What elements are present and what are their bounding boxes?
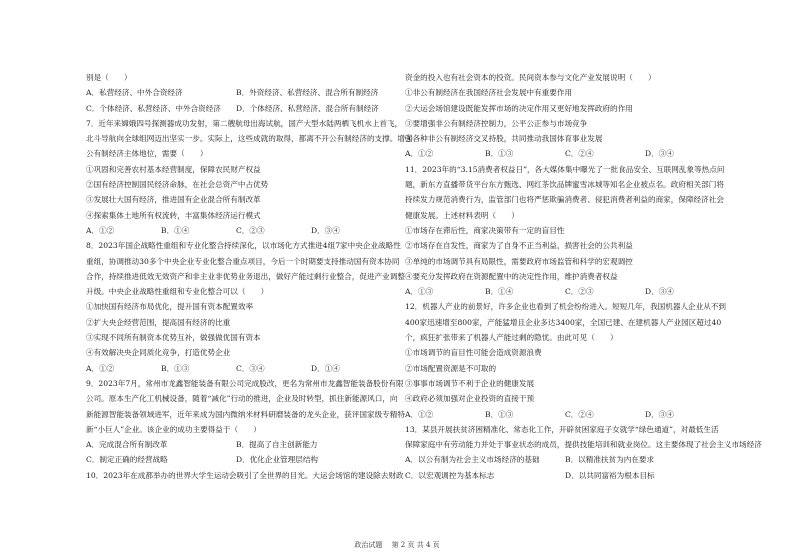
q10-option-a: A．①②: [405, 149, 434, 159]
q11-item: ②市场存在自发性，商家为了自身不正当利益，损害社会的公共利益: [405, 241, 633, 251]
q7-line: 北斗导航向全球组网迈出坚实一步。实际上，这些成就的取得，都离不开公有制经济的支撑。增强: [86, 134, 413, 144]
right-column: [405, 70, 762, 483]
q12-options: [405, 407, 725, 422]
q9-line: 公司。原本生产化工机械设备，随着“减化”行动的推进，企业及时转型，抓住新能源风口，向: [86, 394, 398, 404]
q7-option-b: B．①④: [161, 225, 190, 235]
q12-option-d: D．③④: [645, 409, 674, 419]
q11-item: ③单纯的市场调节具有局限性，需要政府市场监管和科学的宏观调控: [405, 256, 633, 266]
q12-option-b: B．①③: [485, 409, 514, 419]
q6-option-d: D．个体经济、私营经济、混合所有制经济: [236, 103, 379, 113]
q7-line: 公有制经济主体地位，需要（ ）: [86, 149, 208, 159]
q12-line: 12．机器人产业的前景好，许多企业也看到了机会纷纷进入。短短几年，我国机器人企业从不到: [405, 302, 727, 312]
q9-line: 新能源智能装备领域进军，近年来成为国内微纳米材料研磨装备的龙头企业，获评国家级专精特: [86, 409, 405, 419]
q9-option-d: D．优化企业管理层结构: [236, 455, 319, 465]
q9-options-row1: [86, 437, 386, 452]
q8-item: ②扩大央企经营范围，提高国有经济的比重: [86, 317, 231, 327]
q8-options: [86, 361, 386, 376]
q12-line: 400家迅速增至800家，产能猛增且企业多达3400家，全国已建、在建机器人产业园区超过40: [405, 317, 722, 327]
q8-line: 重组，协调推动30多个中央企业专业化整合重点项目，今后一个时期要支持推动国有资本协同: [86, 256, 400, 266]
q6-options-row2: [86, 101, 386, 116]
q11-option-d: D．③④: [645, 287, 674, 297]
q7-item: ①巩固和完善农村基本经营制度，保障农民财产权益: [86, 164, 261, 174]
q8-option-a: A．①②: [86, 363, 115, 373]
q12-item: ③事事市场调节不利于企业的健康发展: [405, 378, 535, 388]
q13-line: 保障家庭中有劳动能力并处于事业状态的成员，提供技能培训和就业岗位。这主要体现了社会主义市场经济: [405, 440, 762, 450]
q6-option-a: A．私营经济、中外合资经济: [86, 88, 183, 98]
q6-tail: 别是（ ）: [86, 73, 132, 82]
q8-option-b: B．①③: [161, 363, 190, 373]
q11-item: ①市场存在滞后性，商家决策带有一定的盲目性: [405, 225, 565, 235]
q7-option-d: D．③④: [311, 225, 340, 235]
q8-line: 合作，持续推进低效无效资产和非主业非优势业务退出，做好产能过剩行业整合，促进产业调整: [86, 271, 405, 281]
q8-line: 升级。中央企业战略性重组和专业化整合可以（ ）: [86, 287, 269, 297]
left-column: [86, 70, 413, 483]
q9-options-row2: [86, 452, 386, 467]
q7-options: [86, 223, 386, 238]
q9-line: 新“小巨人”企业。该企业的成功主要得益于（ ）: [86, 424, 261, 434]
q11-option-c: C．②③: [565, 287, 594, 297]
q7-option-a: A．①②: [86, 225, 115, 235]
q10-first-line: 10．2023年在成都举办的世界大学生运动会吸引了全世界的目光。大运会场馆的建设除去财政: [86, 470, 404, 480]
q11-line: 持续发力规范消费行为，监管部门也将严惩欺骗消费者、侵犯消费者利益的商家，保障经济社会: [405, 195, 724, 205]
q8-line: 8．2023年国企战略性重组和专业化整合持续深化，以市场化方式推进4组7家中央企业战略性: [86, 241, 401, 251]
q6-options-row1: [86, 85, 386, 100]
q11-line: 题，新东方直播带货平台东方甄选、网红茶饮品牌蜜雪冰城等知名企业被点名。政府相关部门将: [405, 180, 724, 190]
q8-item: ①加快国有经济布局优化，提升国有资本配置效率: [86, 302, 254, 312]
q8-item: ③实现不同所有制资本优势互补，做强做优国有资本: [86, 333, 261, 343]
q12-line: 个，疯狂扩张带来了机器人产能过剩的隐忧。由此可见（ ）: [405, 333, 618, 343]
q7-item: ③发展壮大国有经济，推进国有企业混合所有制改革: [86, 195, 261, 205]
q13-option-d: D．以共同富裕为根本目标: [565, 470, 655, 480]
q11-options: [405, 284, 725, 299]
q9-line: 9．2023年7月，常州市龙鑫智能装备有限公司完成股改，更名为常州市龙鑫智能装备股份有限: [86, 378, 404, 388]
q10-option-c: C．②④: [565, 149, 594, 159]
q8-item: ④有效解决央企同质化竞争，打造优势企业: [86, 348, 231, 358]
q12-option-c: C．②④: [565, 409, 594, 419]
q9-option-a: A．完成混合所有制改革: [86, 440, 168, 450]
q13-option-b: B．以精准扶贫为内在要求: [565, 455, 655, 465]
q9-option-b: B．提高了自主创新能力: [236, 440, 318, 450]
q7-line: 7．近年来嫦娥四号探测器成功发射，第二艘航母出海试航，国产大型水陆两栖飞机水上首飞，: [86, 118, 403, 128]
q10-item: ①非公有制经济在我国经济社会发展中有重要作用: [405, 88, 573, 98]
q7-item: ④探索集体土地所有权流转，丰富集体经济运行模式: [86, 210, 261, 220]
q6-option-b: B．外资经济、私营经济、混合所有制经济: [236, 88, 379, 98]
q12-option-a: A．①②: [405, 409, 434, 419]
q10-item: ③要增强非公有制经济控制力，公平公正参与市场竞争: [405, 118, 588, 128]
q10-item: ②大运会场馆建设既能发挥市场的决定作用又更好地发挥政府的作用: [405, 103, 633, 113]
q6-option-c: C．个体经济、私营经济、中外合资经济: [86, 103, 221, 113]
q13-options-row1: [405, 452, 725, 467]
q11-option-a: A．①③: [405, 287, 434, 297]
q11-line: 健康发展。上述材料表明（ ）: [405, 210, 519, 220]
q13-option-a: A．以公有制为社会主义市场经济的基础: [405, 455, 540, 465]
q8-option-c: C．③④: [236, 363, 265, 373]
q12-item: ④政府必须加强对企业投资的直接干预: [405, 394, 535, 404]
q8-option-d: D．①④: [311, 363, 340, 373]
q10-line: 资金的投入也有社会资本的投资。民间资本参与文化产业发展说明（ ）: [405, 73, 656, 82]
page-footer: 政治试题 第 2 页 共 4 页: [354, 541, 440, 549]
q13-option-c: C．以宏观调控为基本标志: [405, 470, 495, 480]
q13-options-row2: [405, 468, 725, 483]
q7-item: ②国有经济控制国民经济命脉，在社会总资产中占优势: [86, 180, 269, 190]
q12-item: ①市场调节的盲目性可能会造成资源浪费: [405, 348, 542, 358]
q9-option-c: C．制定正确的经营战略: [86, 455, 168, 465]
q10-options: [405, 146, 725, 161]
q11-item: ④要充分发挥政府在资源配置中的决定性作用，维护消费者权益: [405, 271, 618, 281]
q10-option-b: B．①③: [485, 149, 514, 159]
q10-option-d: D．③④: [645, 149, 674, 159]
q10-item: ④各种非公有制经济交叉持股，共同推动我国体育事业发展: [405, 134, 603, 144]
q13-line: 13．某县开展扶贫济困精准化、常态化工作，开辟贫困家庭子女就学“绿色通道”，对最低生活: [405, 424, 719, 434]
q11-option-b: B．①④: [485, 287, 514, 297]
q7-option-c: C．②③: [236, 225, 265, 235]
q12-item: ②市场配置资源是不可取的: [405, 363, 497, 373]
q11-line: 11．2023年的“3.15消费者权益日”，各大媒体集中曝光了一批食品安全、互联网乱象等热点问: [405, 164, 725, 174]
